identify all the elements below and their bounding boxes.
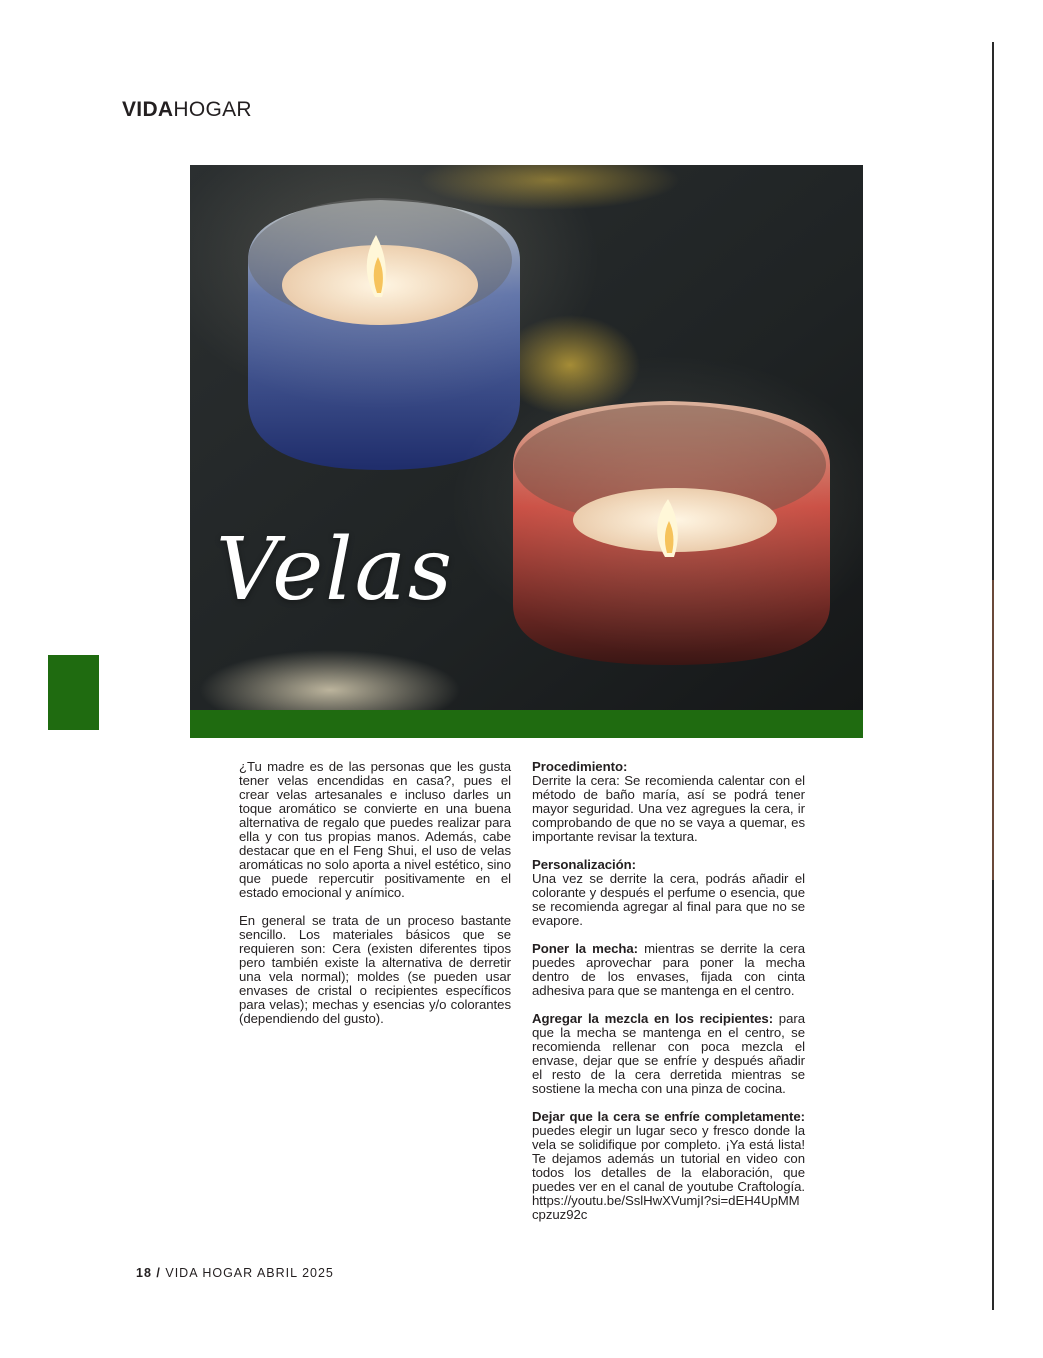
- footer-separator: /: [156, 1266, 161, 1280]
- personalizacion-text: Una vez se derrite la cera, podrás añadir el colorante y después el perfume o esencia, que se recomienda agregar al final para que no se evapore.: [532, 871, 805, 928]
- footer-publication: VIDA HOGAR ABRIL 2025: [165, 1266, 334, 1280]
- mecha-text: mientras se derrite la cera puedes aprovechar para poner la mecha dentro de los envases, fijada con cinta adhesiva para que se mantenga en el centro.: [532, 941, 805, 998]
- hero-image: [190, 165, 863, 710]
- section-label-bold: VIDA: [122, 98, 174, 121]
- personalizacion-block: [532, 858, 805, 928]
- enfriar-text: puedes elegir un lugar seco y fresco donde la vela se solidifique por completo. ¡Ya está lista! Te dejamos además un tutorial en video con todos los detalles de la elaboración, que puedes ver en el canal de youtube Craftología.: [532, 1123, 805, 1194]
- mezcla-block: [532, 1012, 805, 1096]
- enfriar-block: [532, 1110, 805, 1222]
- intro-paragraph: ¿Tu madre es de las personas que les gusta tener velas encendidas en casa?, pues el crear velas artesanales e incluso darles un toque aromático se convierte en una buena alternativa de regalo que puedes realizar para ella y con tus propias manos. Además, cabe destacar que en el Feng Shui, el uso de velas aromáticas no solo aporta a nivel estético, sino que puede repercutir positivamente en el estado emocional y anímico.: [239, 759, 511, 900]
- mezcla-text: para que la mecha se mantenga en el centro, se recomienda rellenar con poca mezcla el envase, dejar que se enfríe y después añadir el resto de la cera derretida mientras se sostiene la mecha con una pinza de cocina.: [532, 1011, 806, 1096]
- section-label-regular: HOGAR: [173, 98, 252, 121]
- procedimiento-title: Procedimiento:: [532, 759, 628, 774]
- enfriar-title: Dejar que la cera se enfríe completamente:: [532, 1109, 805, 1124]
- right-column: [532, 760, 805, 1236]
- procedimiento-text: Derrite la cera: Se recomienda calentar con el método de baño maría, así se podrá tener mayor seguridad. Una vez agregues la cera, ir comprobando de que no se vaya a quemar, es importante revisar la textura.: [532, 773, 805, 844]
- hero-title: Velas: [216, 520, 455, 620]
- page-footer: [136, 1266, 334, 1280]
- tutorial-link[interactable]: https://youtu.be/SslHwXVumjI?si=dEH4UpMMcpzuz92c: [532, 1193, 800, 1222]
- mecha-title: Poner la mecha:: [532, 941, 639, 956]
- candles-photo-icon: [190, 165, 863, 710]
- left-column: [239, 760, 511, 1040]
- section-label: [122, 98, 252, 122]
- page-edge-rule-accent: [992, 580, 994, 880]
- mezcla-title: Agregar la mezcla en los recipientes:: [532, 1011, 774, 1026]
- green-side-tab: [48, 655, 99, 730]
- page-number: 18: [136, 1266, 152, 1280]
- mecha-block: [532, 942, 805, 998]
- personalizacion-title: Personalización:: [532, 857, 636, 872]
- procedimiento-block: [532, 760, 805, 844]
- green-caption-bar: [190, 710, 863, 738]
- materials-paragraph: En general se trata de un proceso bastante sencillo. Los materiales básicos que se requieren son: Cera (existen diferentes tipos pero también existe la alternativa de derretir una vela normal); moldes (se pueden usar envases de cristal o recipientes específicos para velas); mechas y esencias y/o colorantes (dependiendo del gusto).: [239, 913, 511, 1026]
